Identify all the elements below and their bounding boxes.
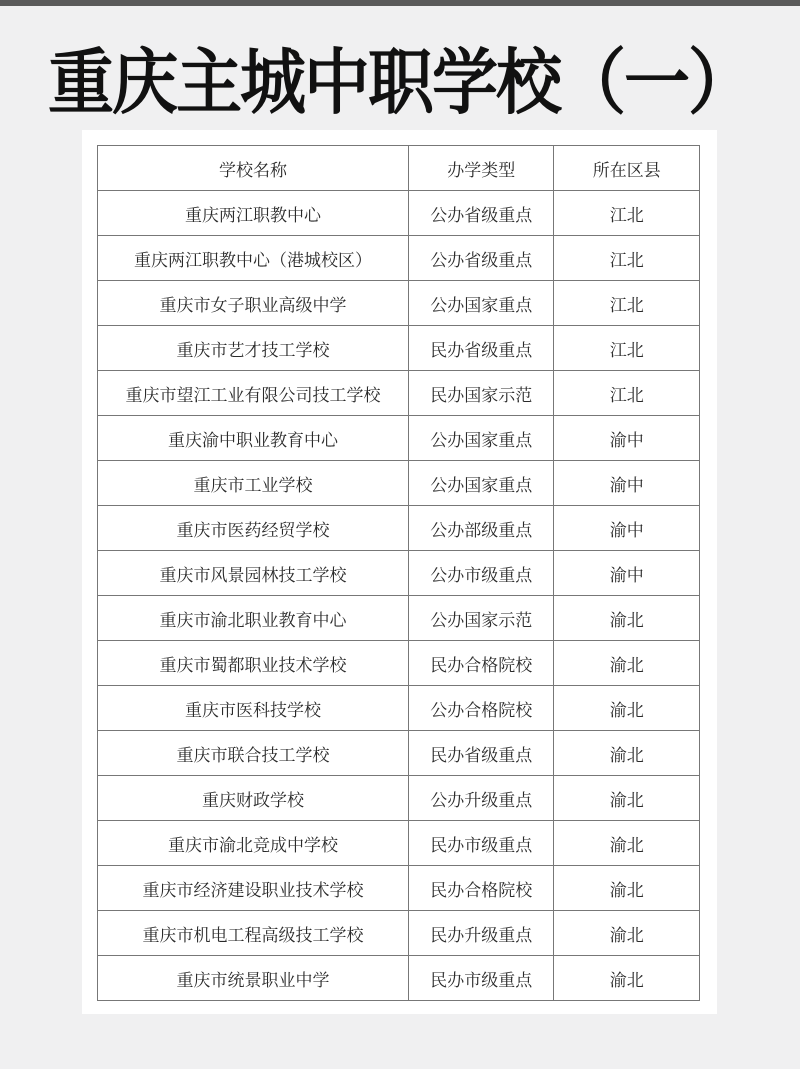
school-type-cell: 民办合格院校: [408, 866, 554, 911]
table-row: [98, 191, 700, 236]
district-cell: 渝北: [554, 956, 700, 1001]
table-row: [98, 686, 700, 731]
school-type-cell: 民办市级重点: [408, 956, 554, 1001]
district-cell: 渝北: [554, 731, 700, 776]
header-school-type: 办学类型: [408, 146, 554, 191]
district-cell: 渝北: [554, 776, 700, 821]
school-name-cell: 重庆市联合技工学校: [98, 731, 409, 776]
table-row: [98, 731, 700, 776]
school-type-cell: 公办国家重点: [408, 416, 554, 461]
table-row: [98, 281, 700, 326]
school-name-cell: 重庆市渝北竞成中学校: [98, 821, 409, 866]
school-type-cell: 民办升级重点: [408, 911, 554, 956]
table-row: [98, 956, 700, 1001]
table-header-row: [98, 146, 700, 191]
table-row: [98, 866, 700, 911]
school-type-cell: 公办省级重点: [408, 191, 554, 236]
school-name-cell: 重庆两江职教中心: [98, 191, 409, 236]
school-name-cell: 重庆市工业学校: [98, 461, 409, 506]
school-type-cell: 公办市级重点: [408, 551, 554, 596]
school-type-cell: 公办部级重点: [408, 506, 554, 551]
district-cell: 渝北: [554, 686, 700, 731]
school-type-cell: 民办合格院校: [408, 641, 554, 686]
table-row: [98, 461, 700, 506]
table-row: [98, 641, 700, 686]
table-row: [98, 821, 700, 866]
table-row: [98, 371, 700, 416]
district-cell: 渝中: [554, 416, 700, 461]
table-row: [98, 911, 700, 956]
school-type-cell: 公办国家示范: [408, 596, 554, 641]
district-cell: 江北: [554, 371, 700, 416]
school-type-cell: 民办国家示范: [408, 371, 554, 416]
top-bar: [0, 0, 800, 6]
school-name-cell: 重庆市艺才技工学校: [98, 326, 409, 371]
district-cell: 江北: [554, 326, 700, 371]
table-row: [98, 506, 700, 551]
school-type-cell: 民办市级重点: [408, 821, 554, 866]
school-name-cell: 重庆渝中职业教育中心: [98, 416, 409, 461]
school-name-cell: 重庆市机电工程高级技工学校: [98, 911, 409, 956]
school-type-cell: 民办省级重点: [408, 731, 554, 776]
district-cell: 渝中: [554, 551, 700, 596]
table-row: [98, 236, 700, 281]
district-cell: 渝北: [554, 911, 700, 956]
school-type-cell: 公办国家重点: [408, 281, 554, 326]
district-cell: 渝北: [554, 596, 700, 641]
school-name-cell: 重庆市渝北职业教育中心: [98, 596, 409, 641]
district-cell: 渝中: [554, 506, 700, 551]
header-district: 所在区县: [554, 146, 700, 191]
school-name-cell: 重庆市医药经贸学校: [98, 506, 409, 551]
schools-table: [97, 145, 700, 1001]
school-name-cell: 重庆市女子职业高级中学: [98, 281, 409, 326]
school-type-cell: 公办国家重点: [408, 461, 554, 506]
school-name-cell: 重庆市统景职业中学: [98, 956, 409, 1001]
district-cell: 渝中: [554, 461, 700, 506]
school-name-cell: 重庆市经济建设职业技术学校: [98, 866, 409, 911]
table-row: [98, 416, 700, 461]
district-cell: 江北: [554, 191, 700, 236]
school-name-cell: 重庆市望江工业有限公司技工学校: [98, 371, 409, 416]
district-cell: 渝北: [554, 641, 700, 686]
school-name-cell: 重庆两江职教中心（港城校区）: [98, 236, 409, 281]
school-name-cell: 重庆市风景园林技工学校: [98, 551, 409, 596]
school-type-cell: 民办省级重点: [408, 326, 554, 371]
district-cell: 渝北: [554, 821, 700, 866]
school-type-cell: 公办省级重点: [408, 236, 554, 281]
school-type-cell: 公办合格院校: [408, 686, 554, 731]
district-cell: 江北: [554, 236, 700, 281]
page-title: 重庆主城中职学校（一）: [48, 39, 752, 125]
table-row: [98, 596, 700, 641]
school-type-cell: 公办升级重点: [408, 776, 554, 821]
district-cell: 江北: [554, 281, 700, 326]
table-row: [98, 326, 700, 371]
school-name-cell: 重庆财政学校: [98, 776, 409, 821]
header-school-name: 学校名称: [98, 146, 409, 191]
school-name-cell: 重庆市蜀都职业技术学校: [98, 641, 409, 686]
school-name-cell: 重庆市医科技学校: [98, 686, 409, 731]
table-row: [98, 776, 700, 821]
table-row: [98, 551, 700, 596]
district-cell: 渝北: [554, 866, 700, 911]
